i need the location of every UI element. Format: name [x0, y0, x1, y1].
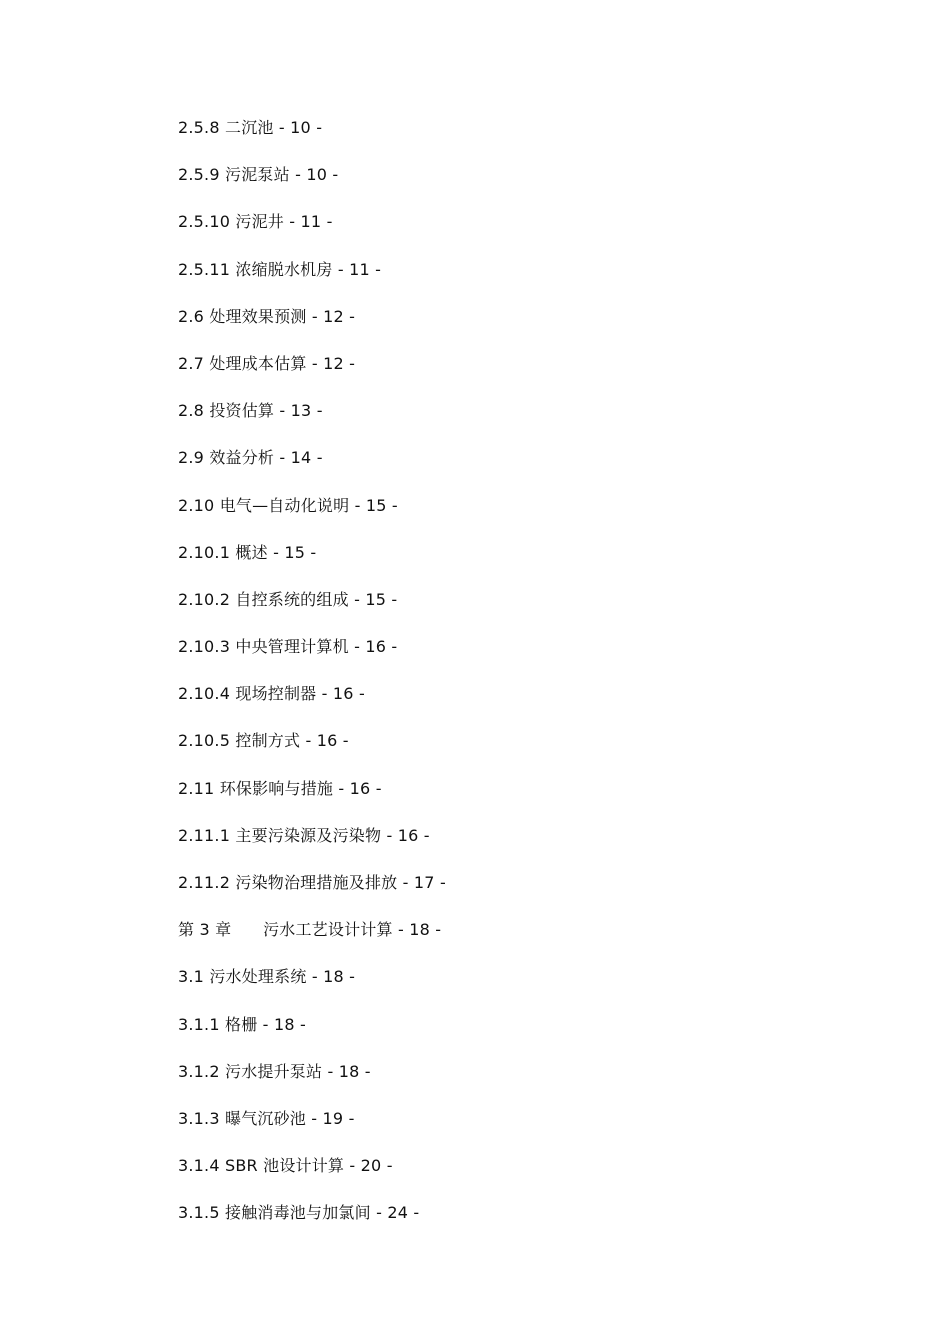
toc-entry[interactable]: 2.11 环保影响与措施 - 16 -	[178, 778, 382, 798]
toc-chapter-heading[interactable]: 第 3 章 污水工艺设计计算 - 18 -	[178, 920, 442, 940]
toc-entry[interactable]: 2.10.5 控制方式 - 16 -	[178, 731, 349, 751]
toc-entry[interactable]: 2.10 电气—自动化说明 - 15 -	[178, 495, 398, 515]
toc-entry[interactable]: 2.9 效益分析 - 14 -	[178, 448, 323, 468]
toc-entry[interactable]: 3.1.3 曝气沉砂池 - 19 -	[178, 1108, 355, 1128]
toc-entry[interactable]: 2.5.10 污泥井 - 11 -	[178, 212, 333, 232]
toc-entry[interactable]: 2.7 处理成本估算 - 12 -	[178, 353, 356, 373]
toc-entry[interactable]: 3.1.4 SBR 池设计计算 - 20 -	[178, 1156, 393, 1176]
toc-entry[interactable]: 2.5.11 浓缩脱水机房 - 11 -	[178, 259, 382, 279]
toc-entry[interactable]: 3.1.5 接触消毒池与加氯间 - 24 -	[178, 1203, 420, 1223]
toc-entry[interactable]: 3.1 污水处理系统 - 18 -	[178, 967, 356, 987]
toc-entry[interactable]: 2.11.1 主要污染源及污染物 - 16 -	[178, 825, 430, 845]
toc-entry[interactable]: 2.10.3 中央管理计算机 - 16 -	[178, 637, 398, 657]
toc-entry[interactable]: 2.8 投资估算 - 13 -	[178, 401, 323, 421]
toc-entry[interactable]: 2.11.2 污染物治理措施及排放 - 17 -	[178, 873, 446, 892]
toc-entry[interactable]: 3.1.2 污水提升泵站 - 18 -	[178, 1061, 371, 1081]
toc-entry[interactable]: 3.1.1 格栅 - 18 -	[178, 1014, 306, 1034]
table-of-contents	[178, 116, 446, 1249]
toc-entry[interactable]: 2.10.2 自控系统的组成 - 15 -	[178, 589, 398, 609]
toc-entry[interactable]: 2.10.4 现场控制器 - 16 -	[178, 684, 365, 704]
toc-entry[interactable]: 2.5.8 二沉池 - 10 -	[178, 118, 323, 137]
toc-entry[interactable]: 2.10.1 概述 - 15 -	[178, 542, 317, 562]
toc-entry[interactable]: 2.5.9 污泥泵站 - 10 -	[178, 165, 339, 185]
toc-entry[interactable]: 2.6 处理效果预测 - 12 -	[178, 306, 356, 326]
